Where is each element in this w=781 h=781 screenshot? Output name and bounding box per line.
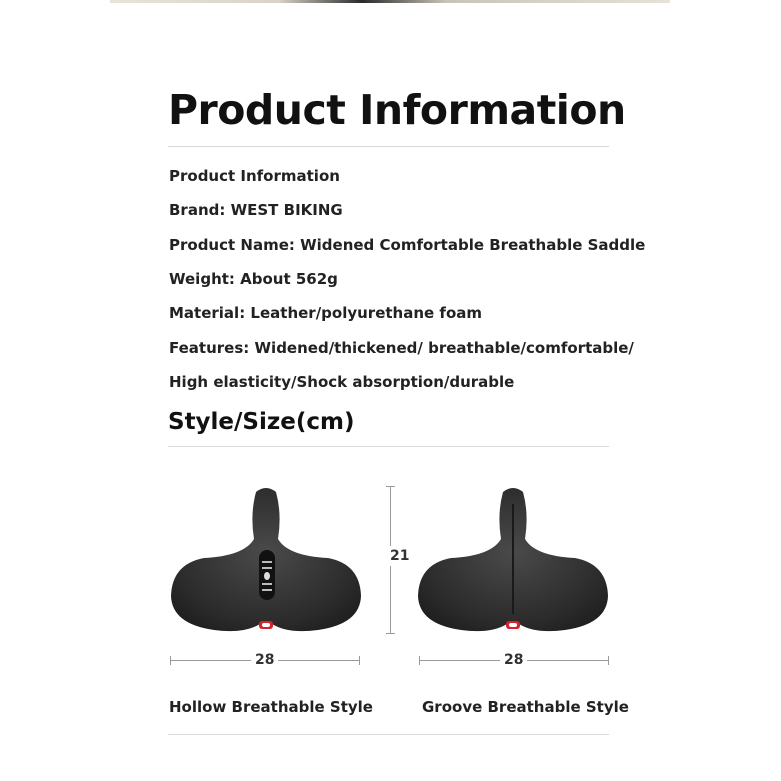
- section-divider: [168, 446, 609, 447]
- info-weight: Weight: About 562g: [169, 270, 338, 288]
- info-brand: Brand: WEST BIKING: [169, 201, 343, 219]
- saddle-groove-image: [415, 484, 611, 640]
- info-features-cont: High elasticity/Shock absorption/durable: [169, 373, 515, 391]
- title-divider: [168, 146, 609, 147]
- info-heading: Product Information: [169, 167, 340, 185]
- bottom-divider: [168, 734, 609, 735]
- saddle-groove-icon: [415, 484, 611, 640]
- top-banner-strip: [110, 0, 670, 3]
- saddle-hollow-image: [168, 484, 364, 640]
- info-material: Material: Leather/polyurethane foam: [169, 304, 483, 322]
- caption-hollow: Hollow Breathable Style: [169, 698, 373, 716]
- page-title: Product Information: [168, 86, 626, 134]
- width-label-hollow: 28: [251, 652, 278, 668]
- height-label: 21: [390, 548, 410, 564]
- width-label-groove: 28: [500, 652, 527, 668]
- saddle-hollow-icon: [168, 484, 364, 640]
- section-title-size: Style/Size(cm): [168, 409, 355, 435]
- caption-groove: Groove Breathable Style: [422, 698, 629, 716]
- info-features: Features: Widened/thickened/ breathable/comfortable/: [169, 339, 634, 357]
- info-product-name: Product Name: Widened Comfortable Breathable Saddle: [169, 236, 646, 254]
